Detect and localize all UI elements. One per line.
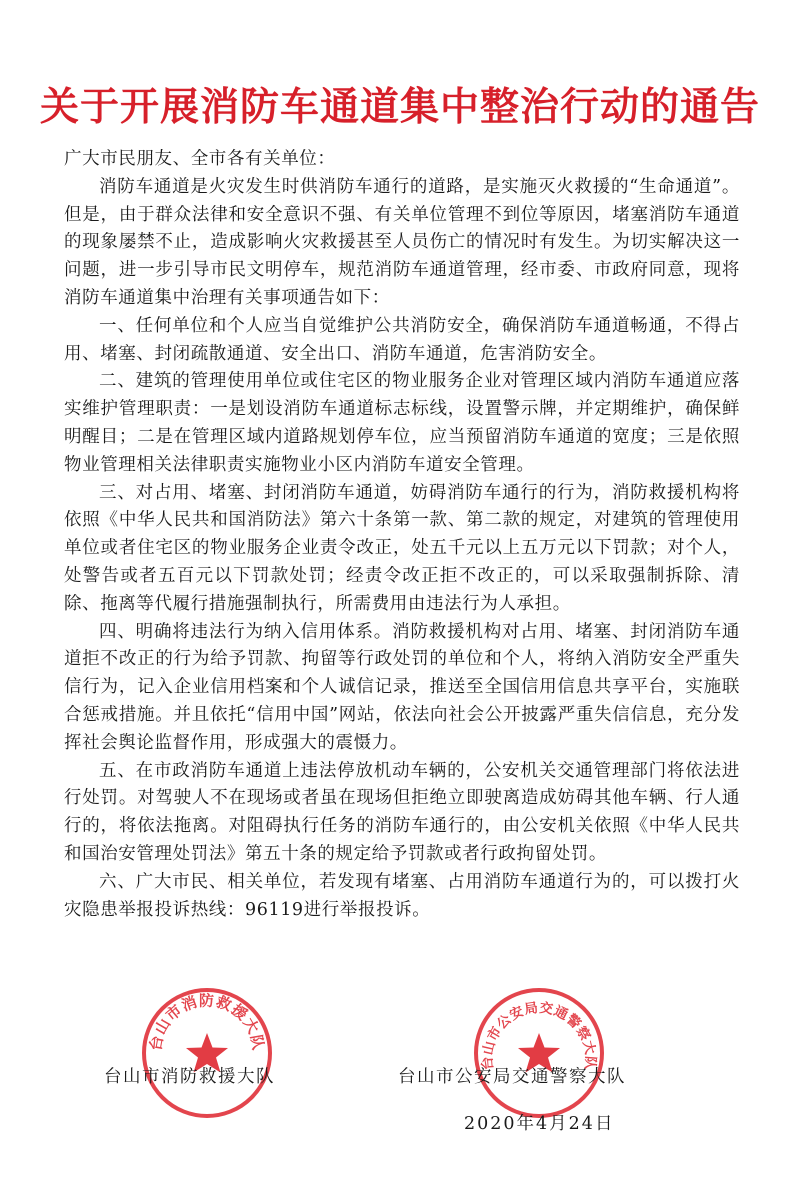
signature-fire-rescue: 台山市消防救援大队 [104, 1067, 275, 1087]
paragraph-5: 五、在市政消防车通道上违法停放机动车辆的，公安机关交通管理部门将依法进行处罚。对驾驶人不在现场或者虽在现场但拒绝立即驶离造成妨碍其他车辆、行人通行的，将依法拖离。对阻碍执行任务的消防车通行的，由公安机关依照《中华人民共和国治安管理处罚法》第五十条的规定给予罚款或者行政拘留处罚。 [64, 760, 740, 864]
notice-body [64, 146, 740, 924]
seal-right-icon [471, 985, 607, 1121]
signature-traffic-police: 台山市公安局交通警察大队 [398, 1067, 626, 1087]
notice-title: 关于开展消防车通道集中整治行动的通告 [39, 84, 760, 131]
paragraph-6: 六、广大市民、相关单位，若发现有堵塞、占用消防车通道行为的，可以拨打火灾隐患举报投诉热线：96119进行举报投诉。 [64, 871, 740, 920]
paragraph-4: 四、明确将违法行为纳入信用体系。消防救援机构对占用、堵塞、封闭消防车通道拒不改正的行为给予罚款、拘留等行政处罚的单位和个人，将纳入消防安全严重失信行为，记入企业信用档案和个人诚信记录，推送至全国信用信息共享平台，实施联合惩戒措施。并且依托“信用中国”网站，依法向社会公开披露严重失信信息，充分发挥社会舆论监督作用，形成强大的震慑力。 [64, 621, 740, 753]
paragraph-2: 二、建筑的管理使用单位或住宅区的物业服务企业对管理区域内消防车通道应落实维护管理职责：一是划设消防车通道标志标线，设置警示牌，并定期维护，确保鲜明醒目；二是在管理区域内道路规划停车位，应当预留消防车通道的宽度；三是依照物业管理相关法律职责实施物业小区内消防车道安全管理。 [64, 371, 740, 475]
traffic-police-seal [471, 985, 607, 1121]
fire-rescue-seal [139, 985, 275, 1121]
seal-right-text: 台山市公安局交通警察大队 [479, 999, 599, 1071]
paragraph-intro: 消防车通道是火灾发生时供消防车通行的道路，是实施灭火救援的“生命通道”。但是，由于群众法律和安全意识不强、有关单位管理不到位等原因，堵塞消防车通道的现象屡禁不止，造成影响火灾救援甚至人员伤亡的情况时有发生。为切实解决这一问题，进一步引导市民文明停车，规范消防车通道管理，经市委、市政府同意，现将消防车通道集中治理有关事项通告如下： [64, 176, 740, 308]
salutation: 广大市民朋友、全市各有关单位： [64, 149, 336, 169]
paragraph-1: 一、任何单位和个人应当自觉维护公共消防安全，确保消防车通道畅通，不得占用、堵塞、封闭疏散通道、安全出口、消防车通道，危害消防安全。 [64, 315, 740, 364]
issue-date: 2020年4月24日 [464, 1114, 615, 1134]
seal-left-text: 台山市消防救援大队 [146, 991, 268, 1053]
paragraph-3: 三、对占用、堵塞、封闭消防车通道，妨碍消防车通行的行为，消防救援机构将依照《中华人民共和国消防法》第六十条第一款、第二款的规定，对建筑的管理使用单位或者住宅区的物业服务企业责令改正，处五千元以上五万元以下罚款；对个人，处警告或者五百元以下罚款处罚；经责令改正拒不改正的，可以采取强制拆除、清除、拖离等代履行措施强制执行，所需费用由违法行为人承担。 [64, 482, 740, 614]
seal-left-icon [139, 985, 275, 1121]
